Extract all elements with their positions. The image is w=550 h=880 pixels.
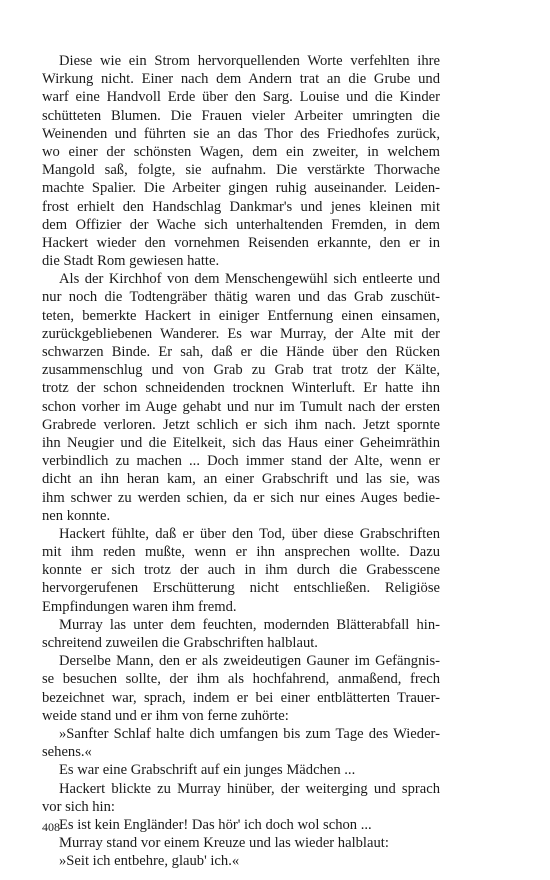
text-line: frost erhielt den Handschlag Dankmar's und jenes kleinen mit: [42, 198, 440, 215]
text-line: trotz der schon schneidenden trocknen Winterluft. Er hatte ihn: [42, 380, 440, 397]
text-line: weide stand und er ihm von ferne zuhörte:: [42, 707, 289, 724]
text-line: ihn Neugier und die Eitelkeit, sich das Haus einer Geheimräthin: [42, 434, 440, 451]
text-line: Hackert blickte zu Murray hinüber, der weiterging und sprach: [59, 780, 440, 797]
text-line: teten, bemerkte Hackert in einiger Entfernung einen einsamen,: [42, 307, 440, 324]
body-text: [42, 52, 440, 870]
text-line: Grabrede verloren. Jetzt schlich er sich ihm nach. Jetzt spornte: [42, 416, 440, 433]
text-line: »Seit ich entbehre, glaub' ich.«: [59, 853, 240, 870]
text-line: schwarzen Binde. Er sah, daß er die Hände über den Rücken: [42, 344, 440, 360]
text-line: Hackert fühlte, daß er über den Tod, über diese Grabschriften: [59, 525, 440, 542]
text-line: Empfindungen waren ihm fremd.: [42, 598, 237, 615]
text-line: schon vorher im Auge gehabt und nur im Tumult nach der ersten: [42, 398, 440, 415]
text-line: Murray las unter dem feuchten, modernden Blätterabfall hin-: [59, 616, 440, 633]
text-line: machte Spalier. Die Arbeiter gingen ruhig auseinander. Leiden-: [42, 180, 440, 197]
text-line: Diese wie ein Strom hervorquellenden Worte verfehlten ihre: [59, 53, 440, 69]
text-line: mit ihm reden mußte, wenn er ihn ansprechen wollte. Dazu: [42, 544, 440, 561]
text-line: wo einer der schönsten Wagen, dem ein zweiter, in welchem: [42, 143, 440, 160]
text-line: zusammenschlug und von Grab zu Grab trat trotz der Kälte,: [42, 362, 440, 379]
text-line: Murray stand vor einem Kreuze und las wieder halblaut:: [59, 835, 389, 852]
text-line: zurückgebliebenen Wanderer. Es war Murray, der Alte mit der: [42, 325, 440, 342]
text-line: vor sich hin:: [42, 798, 115, 815]
text-line: Derselbe Mann, den er als zweideutigen Gauner im Gefängnis-: [59, 653, 440, 670]
text-line: die Stadt Rom gewiesen hatte.: [42, 253, 220, 270]
text-line: nen konnte.: [42, 507, 111, 524]
text-line: bezeichnet war, sprach, indem er bei einer entblätterten Trauer-: [42, 689, 440, 706]
text-line: se besuchen sollte, der ihm als hochfahrend, anmaßend, frech: [42, 671, 440, 688]
text-line: Als der Kirchhof von dem Menschengewühl sich entleerte und: [59, 271, 440, 288]
text-line: Es war eine Grabschrift auf ein junges Mädchen ...: [59, 762, 356, 779]
text-line: »Sanfter Schlaf halte dich umfangen bis zum Tage des Wieder-: [59, 725, 440, 742]
text-line: hervorgerufenen Erschütterung nicht entschließen. Religiöse: [42, 580, 440, 597]
text-line: sehens.«: [42, 744, 92, 761]
text-line: dem Offizier der Wache sich unterhaltenden Fremden, in dem: [42, 216, 440, 233]
text-line: Es ist kein Engländer! Das hör' ich doch wol schon ...: [59, 816, 372, 833]
text-line: dicht an ihn heran kam, an einer Grabschrift und las sie, was: [42, 471, 440, 488]
page-number: 408: [42, 820, 60, 834]
text-line: schütteten Blumen. Die Frauen vieler Arbeiter umringten die: [42, 107, 440, 124]
text-line: verbindlich zu machen ... Doch immer stand der Alte, wenn er: [42, 453, 440, 470]
text-line: warf eine Handvoll Erde über den Sarg. Louise und die Kinder: [42, 89, 440, 106]
text-line: nur noch die Todtengräber thätig waren und das Grab zuschüt-: [42, 289, 440, 306]
text-line: schreitend zuweilen die Grabschriften halblaut.: [42, 635, 318, 651]
text-line: Hackert wieder den vornehmen Reisenden erkannte, den er in: [42, 234, 440, 251]
text-line: Weinenden und führten sie an das Thor des Friedhofes zurück,: [42, 125, 440, 142]
text-line: ihm schwer zu werden schien, da er sich nur eines Auges bedie-: [42, 489, 440, 506]
text-line: Wirkung nicht. Einer nach dem Andern trat an die Grube und: [42, 71, 440, 88]
text-line: konnte er sich trotz der auch in ihm durch die Grabesscene: [42, 562, 440, 579]
text-line: Mangold saß, folgte, sie aufnahm. Die verstärkte Thorwache: [42, 162, 440, 179]
